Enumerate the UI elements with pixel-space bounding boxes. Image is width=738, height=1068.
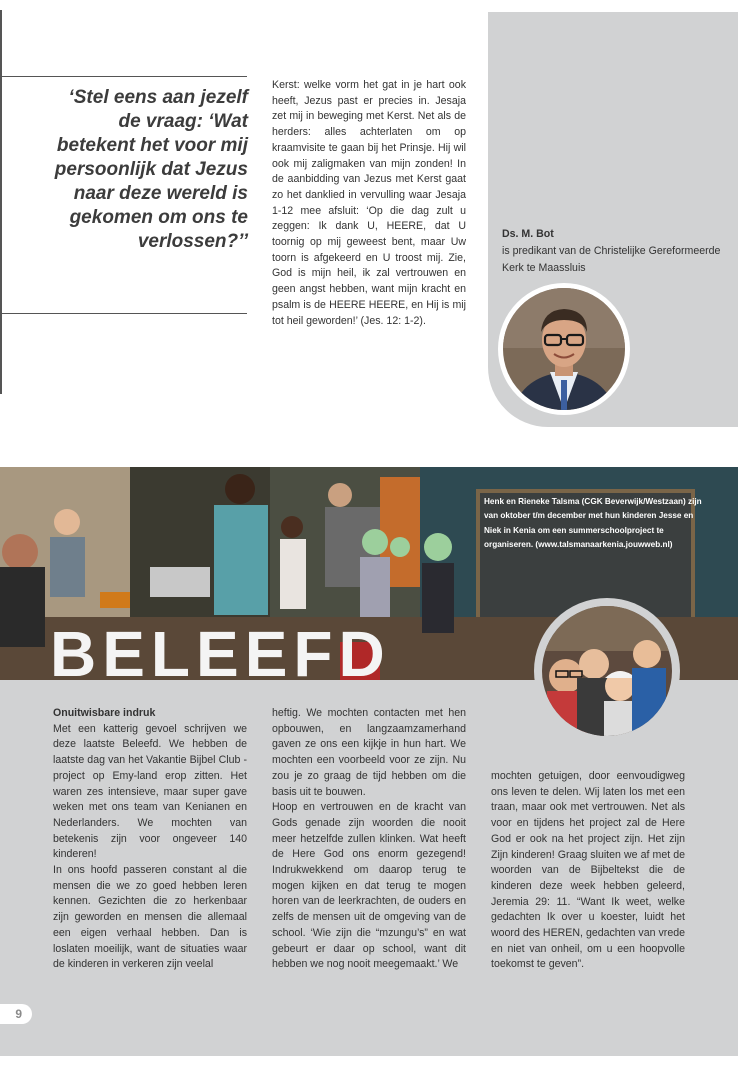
author-name: Ds. M. Bot [502,228,554,240]
article-paragraph: mochten getuigen, door eenvoudigweg ons leven te delen. Wij laten los met een traan, maar ook met vertrouwen. Net als voor en tijdens het project zal de Here God er ook na het project zijn. Het zijn Zijn kinderen! Graag sluiten we af met de woorden van de Bijbeltekst die de kinderen deze week hebben geleerd, Jeremia 29: 11. “Want Ik weet, welke gedachten Ik over u koester, luidt het woord des HEREN, gedachten van vrede en niet van onheil, om u een hoopvolle toekomst te geven”. [491,770,685,971]
pull-quote-line: de vraag: ‘Wat [118,111,248,132]
article-column-2 [272,706,466,973]
left-margin-line [0,10,2,394]
article-paragraph: heftig. We mochten contacten met hen opbouwen, en langzaamzamerhand gaven ze ons een kijkje in hun hart. We mochten een voorbeeld voor ze zijn. Nu zou je zo graag de tijd hebben om die basis uit te bouwen. [272,707,466,798]
article-column-3 [491,769,685,973]
quote-top-rule [2,76,247,77]
top-text-column [272,78,466,329]
article-column-1 [53,706,247,973]
quote-bottom-rule [2,313,247,314]
pull-quote-line: gekomen om ons te [69,207,248,228]
top-column-text: Kerst: welke vorm het gat in je hart ook heeft, Jezus past er precies in. Jesaja zet mij in beweging met Kerst. Net als de herders: alles achterlaten om op kraamvisite te gaan bij het Prinsje. Hij wil ook mij zaligmaken van mijn zonden! In de aanbidding van Jezus met Kerst gaat zo het danklied in vervulling waar Jesaja 1-12 mee afsluit: ‘Op die dag zult u zeggen: Ik dank U, HEERE, dat U toornig op mij geweest bent, maar Uw toorn is afgekeerd en U troost mij. Zie, God is mijn heil, ik zal vertrouwen en geen angst hebben, want mijn kracht en psalm is de HEERE HEERE, en Hij is mij tot heil geworden!’ (Jes. 12: 1-2). [272,79,466,327]
pull-quote-line: verlossen?’’ [137,231,248,252]
pull-quote [38,86,248,254]
family-photo [542,606,672,736]
pull-quote-line: ‘Stel eens aan jezelf [68,87,248,108]
photo-caption: Henk en Rieneke Talsma (CGK Beverwijk/Westzaan) zijn van oktober t/m december met hun kinderen Jesse en Niek in Kenia om een summerschoolproject te organiseren. (www.talsmanaarkenia.jouwweb.nl) [484,497,702,550]
author-portrait [503,288,625,410]
author-bio: is predikant van de Christelijke Gereformeerde Kerk te Maassluis [502,245,721,274]
pull-quote-line: betekent het voor mij [56,135,248,156]
author-box [502,226,722,277]
article-subhead: Onuitwisbare indruk [53,707,156,719]
article-paragraph: In ons hoofd passeren constant al die mensen die we zo goed hebben leren kennen. Gezichten die zo herkenbaar zijn geworden en mensen die allemaal een eigen verhaal hebben. Dan is loslaten moeilijk, want de situaties waar de kinderen in verkeren zijn veelal [53,864,247,971]
article-paragraph: Met een katterig gevoel schrijven we deze laatste Beleefd. We hebben de laatste dag van het Vakantie Bijbel Club -project op Emy-land erop zitten. Het waren zes intensieve, maar super gave weken met ons team van Kenianen en Nederlanders. We mochten van betekenis zijn voor ongeveer 140 kinderen! [53,722,247,861]
pull-quote-line: naar deze wereld is [73,183,248,204]
page-number-text: 9 [15,1007,22,1021]
pull-quote-line: persoonlijk dat Jezus [54,159,248,180]
page-number [0,1004,32,1024]
section-title: BELEEFD [50,618,391,690]
article-paragraph: Hoop en vertrouwen en de kracht van Gods genade zijn woorden die nooit meer hetzelfde zullen klinken. Wat heeft de Here God ons enorm gezegend! Indrukwekkend om daarop terug te mogen kijken en dat terug te mogen horen van de leerkrachten, de ouders en zelfs de mensen uit de omgeving van de school. ‘Wie zijn die “mzungu’s” en wat gebeurt er daar op school, want dit hebben we nog nooit meegemaakt.’ We [272,801,466,971]
